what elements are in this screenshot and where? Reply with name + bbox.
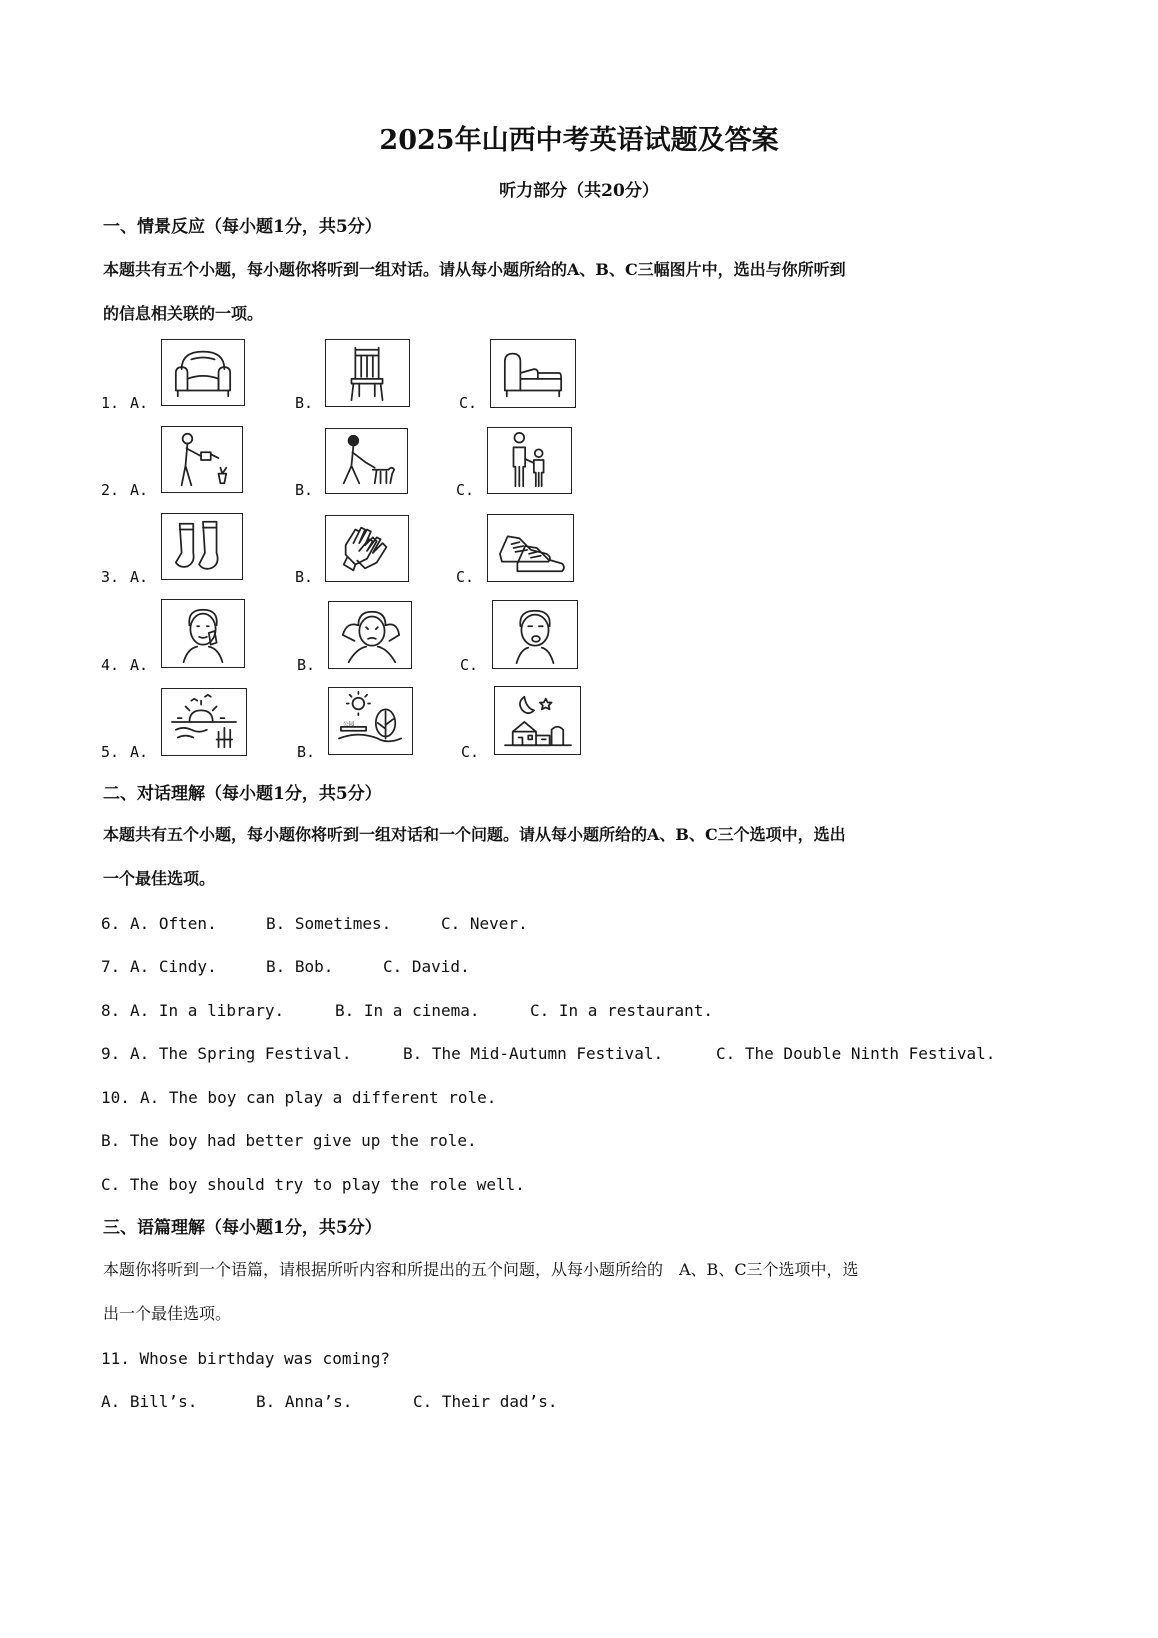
watering-plant-icon[interactable] <box>161 426 243 493</box>
section2-instruction-line1: 本题共有五个小题，每小题你将听到一组对话和一个问题。请从每小题所给的A、B、C三个选项中，选出 <box>103 825 846 844</box>
q10-option-b[interactable]: B. The boy had better give up the role. <box>101 1131 477 1150</box>
q6-option-b[interactable]: B. Sometimes. <box>266 914 392 933</box>
q6-option-c[interactable]: C. Never. <box>441 914 528 933</box>
q2-option-a-label: A. <box>130 481 149 499</box>
svg-text:公园: 公园 <box>342 721 355 728</box>
q4-number: 4. <box>101 656 120 674</box>
q1-option-b-label: B. <box>295 394 314 412</box>
socks-icon[interactable] <box>161 513 243 580</box>
toothache-boy-icon[interactable] <box>161 599 245 668</box>
q8-option-a[interactable]: A. In a library. <box>130 1001 285 1020</box>
section1-heading: 一、情景反应（每小题1分，共5分） <box>103 217 382 237</box>
section1-instruction-line2: 的信息相关联的一项。 <box>103 304 264 323</box>
armchair-icon[interactable] <box>161 339 245 406</box>
q11-option-c[interactable]: C. Their dad’s. <box>413 1392 558 1411</box>
section2-heading: 二、对话理解（每小题1分，共5分） <box>103 784 382 804</box>
q1-option-c-label: C. <box>459 394 478 412</box>
q7-option-b[interactable]: B. Bob. <box>266 957 334 976</box>
section2-instruction-line2: 一个最佳选项。 <box>103 869 216 888</box>
page-title: 2025年山西中考英语试题及答案 <box>379 125 779 156</box>
q2-option-c-label: C. <box>456 481 475 499</box>
q4-option-a-label: A. <box>130 656 149 674</box>
q2-number: 2. <box>101 481 120 499</box>
listening-part-heading: 听力部分（共20分） <box>499 181 659 201</box>
q9-option-a[interactable]: A. The Spring Festival. <box>130 1044 352 1063</box>
parent-child-icon[interactable] <box>487 427 572 494</box>
q10-option-a[interactable]: A. The boy can play a different role. <box>140 1088 497 1107</box>
section1-instruction-line1: 本题共有五个小题，每小题你将听到一组对话。请从每小题所给的A、B、C三幅图片中，选出与你所听到 <box>103 260 846 279</box>
q4-option-b-label: B. <box>297 656 316 674</box>
q3-number: 3. <box>101 568 120 586</box>
q3-option-c-label: C. <box>456 568 475 586</box>
q8-option-b[interactable]: B. In a cinema. <box>335 1001 480 1020</box>
q2-option-b-label: B. <box>295 481 314 499</box>
q1-number: 1. <box>101 394 120 412</box>
q3-option-a-label: A. <box>130 568 149 586</box>
coughing-boy-icon[interactable] <box>492 600 578 669</box>
walking-dog-icon[interactable] <box>325 428 408 494</box>
q10-number: 10. <box>101 1088 130 1107</box>
q8-number: 8. <box>101 1001 121 1020</box>
q9-option-c[interactable]: C. The Double Ninth Festival. <box>716 1044 996 1063</box>
sneakers-icon[interactable] <box>487 514 574 582</box>
q5-option-c-label: C. <box>461 743 480 761</box>
q5-option-a-label: A. <box>130 743 149 761</box>
section3-heading: 三、语篇理解（每小题1分，共5分） <box>103 1218 382 1238</box>
q11-question: 11. Whose birthday was coming? <box>101 1349 390 1368</box>
q5-option-b-label: B. <box>297 743 316 761</box>
q11-option-b[interactable]: B. Anna’s. <box>256 1392 353 1411</box>
q9-option-b[interactable]: B. The Mid-Autumn Festival. <box>403 1044 664 1063</box>
bed-icon[interactable] <box>490 339 576 408</box>
q9-number: 9. <box>101 1044 121 1063</box>
night-house-icon[interactable] <box>494 686 581 755</box>
section3-instruction-line2: 出一个最佳选项。 <box>103 1304 232 1323</box>
q6-option-a[interactable]: A. Often. <box>130 914 217 933</box>
q7-number: 7. <box>101 957 121 976</box>
chair-icon[interactable] <box>325 339 410 407</box>
gloves-icon[interactable] <box>325 515 409 582</box>
section3-instruction-line1: 本题你将听到一个语篇，请根据所听内容和所提出的五个问题，从每小题所给的 A、B、C三个选项中，选 <box>103 1260 859 1279</box>
q1-option-a-label: A. <box>130 394 149 412</box>
q6-number: 6. <box>101 914 121 933</box>
q8-option-c[interactable]: C. In a restaurant. <box>530 1001 714 1020</box>
q3-option-b-label: B. <box>295 568 314 586</box>
q10-option-c[interactable]: C. The boy should try to play the role well. <box>101 1175 525 1194</box>
q7-option-a[interactable]: A. Cindy. <box>130 957 217 976</box>
headache-boy-icon[interactable] <box>328 601 412 669</box>
park-sun-icon[interactable] <box>328 687 413 755</box>
q11-option-a[interactable]: A. Bill’s. <box>101 1392 198 1411</box>
sunrise-icon[interactable] <box>161 688 247 756</box>
q4-option-c-label: C. <box>460 656 479 674</box>
q5-number: 5. <box>101 743 120 761</box>
q7-option-c[interactable]: C. David. <box>383 957 470 976</box>
